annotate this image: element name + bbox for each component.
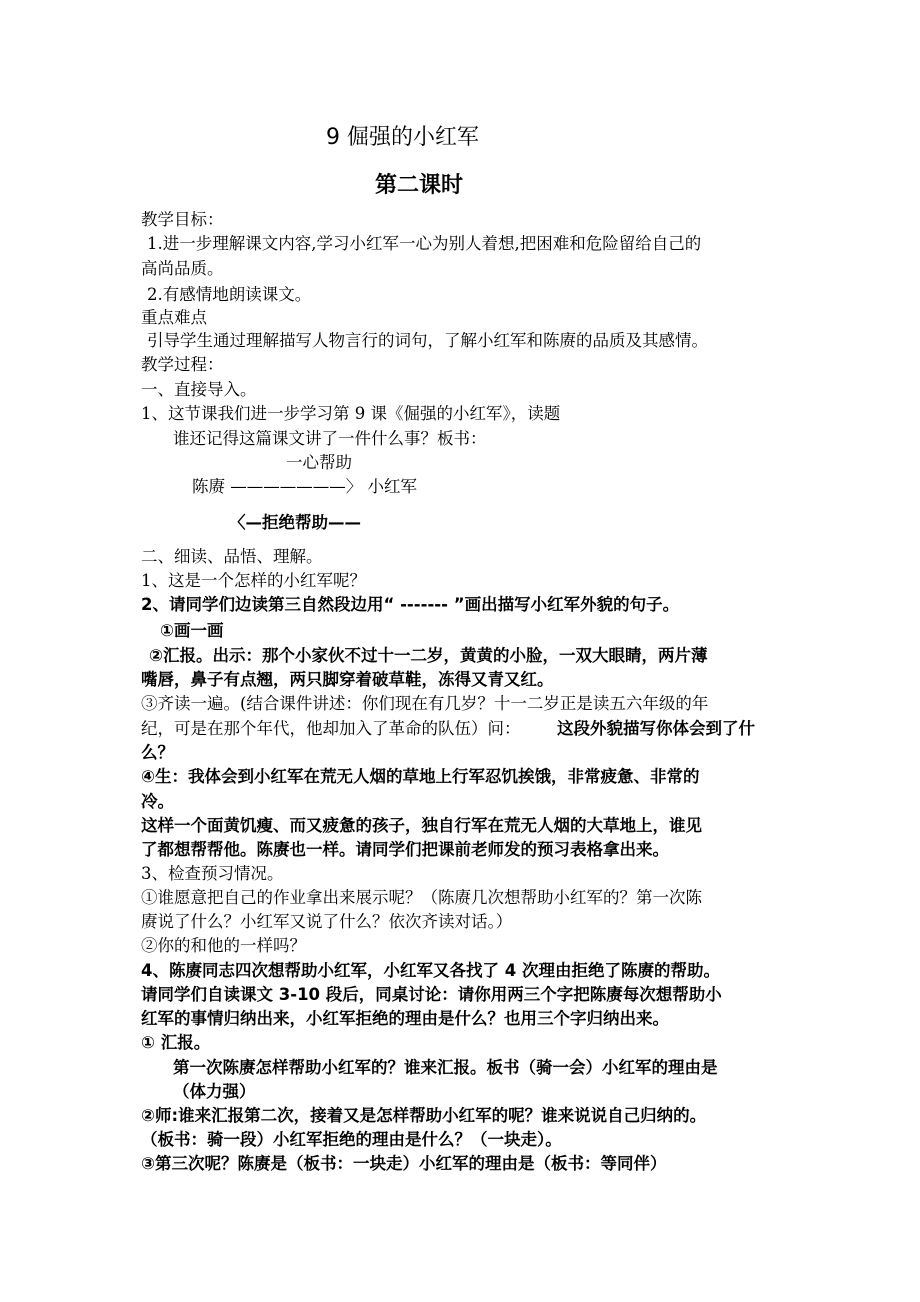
text-line: ②你的和他的一样吗？ <box>141 936 306 955</box>
text-line: （体力强） <box>173 1082 256 1101</box>
text-line: 这段外貌描写你体会到了什 <box>557 719 755 738</box>
lesson-title: 9 倔强的小红军 <box>326 125 479 150</box>
text-line: 第一次陈赓怎样帮助小红军的？谁来汇报。板书（骑一会）小红军的理由是 <box>173 1058 718 1077</box>
lesson-subtitle: 第二课时 <box>375 173 464 198</box>
text-line: ②汇报。出示：那个小家伙不过十一二岁，黄黄的小脸，一双大眼睛，两片薄 <box>149 646 708 665</box>
text-line: 冷。 <box>141 792 174 811</box>
text-line: 请同学们自读课文 3-10 段后，同桌讨论：请你用两三个字把陈赓每次想帮助小 <box>141 985 722 1004</box>
text-line: 纪，可是在那个年代，他却加入了革命的队伍）问： <box>141 719 521 738</box>
text-line: 教学过程： <box>141 355 224 374</box>
text-line: 1、这节课我们进一步学习第 9 课《倔强的小红军》，读题 <box>141 404 561 423</box>
text-line: 么？ <box>141 743 174 762</box>
text-line: 4、陈赓同志四次想帮助小红军，小红军又各找了 4 次理由拒绝了陈赓的帮助。 <box>141 961 720 980</box>
text-line: ③第三次呢？陈赓是（板书：一块走）小红军的理由是（板书：等同伴） <box>141 1154 667 1173</box>
text-line: 赓说了什么？小红军又说了什么？依次齐读对话。） <box>141 912 513 931</box>
text-line: 教学目标： <box>141 210 224 229</box>
text-line: 一、直接导入。 <box>141 380 257 399</box>
board-note: 陈赓 ———————〉 小红军 <box>192 477 417 496</box>
text-line: 1.进一步理解课文内容,学习小红军一心为别人着想,把困难和危险留给自己的 <box>147 234 702 253</box>
board-note: 一心帮助 <box>286 453 352 472</box>
text-line: 二、细读、品悟、理解。 <box>141 547 323 566</box>
text-line: 2、请同学们边读第三自然段边用“ ------- ”画出描写小红军外貌的句子。 <box>141 595 680 614</box>
text-line: 引导学生通过理解描写人物言行的词句，了解小红军和陈赓的品质及其感情。 <box>147 331 708 350</box>
text-line: （板书：骑一段）小红军拒绝的理由是什么？（一块走）。 <box>141 1130 562 1149</box>
text-line: 红军的事情归纳出来，小红军拒绝的理由是什么？也用三个字归纳出来。 <box>141 1009 669 1028</box>
text-line: ① 汇报。 <box>141 1033 211 1052</box>
text-line: 高尚品质。 <box>141 259 224 278</box>
text-line: 这样一个面黄饥瘦、而又疲惫的孩子，独自行军在荒无人烟的大草地上，谁见 <box>141 816 702 835</box>
text-line: ③齐读一遍。(结合课件讲述：你们现在有几岁？十一二岁正是读五六年级的年 <box>141 694 709 713</box>
text-line: 嘴唇，鼻子有点翘，两只脚穿着破草鞋，冻得又青又红。 <box>141 670 554 689</box>
text-line: ④生：我体会到小红军在荒无人烟的草地上行军忍饥挨饿，非常疲惫、非常的 <box>141 767 700 786</box>
text-line: 3、检查预习情况。 <box>141 864 284 883</box>
text-line: ②师:谁来汇报第二次，接着又是怎样帮助小红军的呢？谁来说说自己归纳的。 <box>141 1106 707 1125</box>
text-line: 谁还记得这篇课文讲了一件什么事？板书： <box>173 429 487 448</box>
text-line: ①谁愿意把自己的作业拿出来展示呢？（陈赓几次想帮助小红军的？第一次陈 <box>141 888 702 907</box>
board-note: 〈—拒绝帮助—— <box>229 513 361 532</box>
text-line: ①画一画 <box>160 621 224 640</box>
text-line: 2.有感情地朗读课文。 <box>147 285 312 304</box>
text-line: 1、这是一个怎样的小红军呢？ <box>141 571 366 590</box>
text-line: 了都想帮帮他。陈赓也一样。请同学们把课前老师发的预习表格拿出来。 <box>141 840 669 859</box>
text-line: 重点难点 <box>141 308 207 327</box>
